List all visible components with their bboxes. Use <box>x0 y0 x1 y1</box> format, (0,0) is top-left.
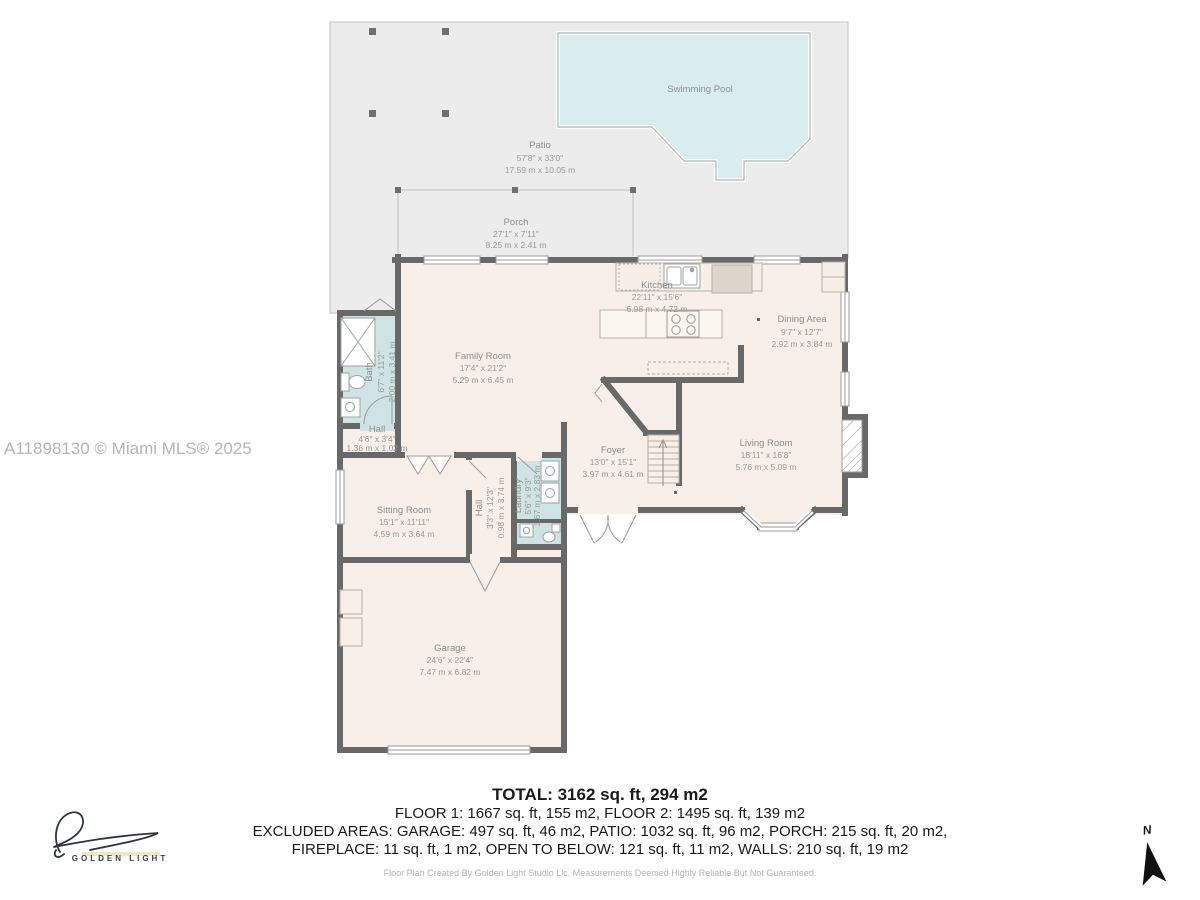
kitchen-island <box>600 310 722 338</box>
bath-vanity-icon <box>341 398 360 417</box>
pool-label: Swimming Pool <box>667 84 733 95</box>
dining-dims-ft: 9'7" x 12'7" <box>781 327 823 337</box>
mls-watermark: A11898130 © Miami MLS® 2025 <box>4 439 252 458</box>
porch-label: Porch <box>503 217 529 228</box>
foyer-dims-ft: 13'0" x 15'1" <box>589 457 637 467</box>
family-room-dims-m: 5.29 m x 6.45 m <box>452 375 514 385</box>
foyer-label: Foyer <box>600 445 626 456</box>
porch-dims-m: 8.25 m x 2.41 m <box>485 240 547 250</box>
hall1-label: Hall <box>368 424 386 435</box>
dining-cabinet <box>822 262 845 292</box>
logo-text: GOLDEN LIGHT <box>71 854 169 863</box>
patio-label: Patio <box>529 140 551 151</box>
hall2-dims-m: 0.98 m x 3.74 m <box>496 477 506 539</box>
summary-floors: FLOOR 1: 1667 sq. ft, 155 m2, FLOOR 2: 1495 sq. ft, 139 m2 <box>394 805 806 822</box>
living-room-label: Living Room <box>739 438 793 449</box>
garage-dims-m: 7.47 m x 6.82 m <box>419 667 481 677</box>
kitchen-dims-m: 6.98 m x 4.72 m <box>626 304 688 314</box>
laundry-label: Laundry <box>513 478 524 514</box>
sitting-room-dims-m: 4.59 m x 3.64 m <box>373 529 435 539</box>
patio-dims-m: 17.59 m x 10.05 m <box>504 165 576 175</box>
shower-icon <box>341 318 375 366</box>
summary-total: TOTAL: 3162 sq. ft, 294 m2 <box>492 785 708 804</box>
living-room-dims-ft: 18'11" x 16'8" <box>740 450 792 460</box>
living-room-dims-m: 5.76 m x 5.09 m <box>735 462 797 472</box>
summary-disclaimer: Floor Plan Created By Golden Light Studio Llc. Measurements Deemed Highly Reliable But Not Guaranteed. <box>383 868 817 878</box>
hall2-label: Hall <box>474 499 485 517</box>
patio-dims-ft: 57'8" x 33'0" <box>516 153 564 163</box>
garage-dims-ft: 24'6" x 22'4" <box>426 655 474 665</box>
porch-dims-ft: 27'1" x 7'11" <box>493 229 539 239</box>
garage-door <box>388 746 530 754</box>
summary-excluded1: EXCLUDED AREAS: GARAGE: 497 sq. ft, 46 m2, PATIO: 1032 sq. ft, 96 m2, PORCH: 215 sq. ft, 20 m2, <box>252 823 948 840</box>
family-room-label: Family Room <box>455 351 511 362</box>
staircase <box>648 435 679 486</box>
front-door <box>578 504 638 543</box>
bath-label: Bath <box>364 362 375 382</box>
foyer-dims-m: 3.97 m x 4.61 m <box>582 469 644 479</box>
family-room-dims-ft: 17'4" x 21'2" <box>459 363 507 373</box>
sitting-room-label: Sitting Room <box>376 505 432 516</box>
dining-dims-m: 2.92 m x 3.84 m <box>771 339 833 349</box>
hall2-dims-ft: 3'3" x 12'3" <box>485 487 495 529</box>
summary-excluded2: FIREPLACE: 11 sq. ft, 1 m2, OPEN TO BELOW: 121 sq. ft, 11 m2, WALLS: 210 sq. ft, 19 m2 <box>291 841 909 858</box>
fireplace <box>842 414 868 478</box>
garage-storage <box>340 590 362 646</box>
sitting-room-dims-ft: 15'1" x 11'11" <box>378 517 430 527</box>
kitchen-label: Kitchen <box>641 280 673 291</box>
laundry-dims-m: 1.67 m x 2.83 m <box>532 465 542 527</box>
north-label: N <box>1141 822 1153 838</box>
summary-block <box>0 785 1200 878</box>
hall1-dims-m: 1.36 m x 1.02 m <box>346 443 408 453</box>
kitchen-dims-ft: 22'11" x 15'6" <box>631 292 683 302</box>
garage-label: Garage <box>434 643 466 654</box>
dining-label: Dining Area <box>777 314 827 325</box>
laundry-dims-ft: 5'6" x 9'3" <box>523 477 533 515</box>
bath-dims-m: 2.00 m x 3.41 m <box>387 341 397 403</box>
hall1-dims-ft: 4'6" x 3'4" <box>358 434 396 444</box>
bath-dims-ft: 6'7" x 11'2" <box>376 351 386 393</box>
